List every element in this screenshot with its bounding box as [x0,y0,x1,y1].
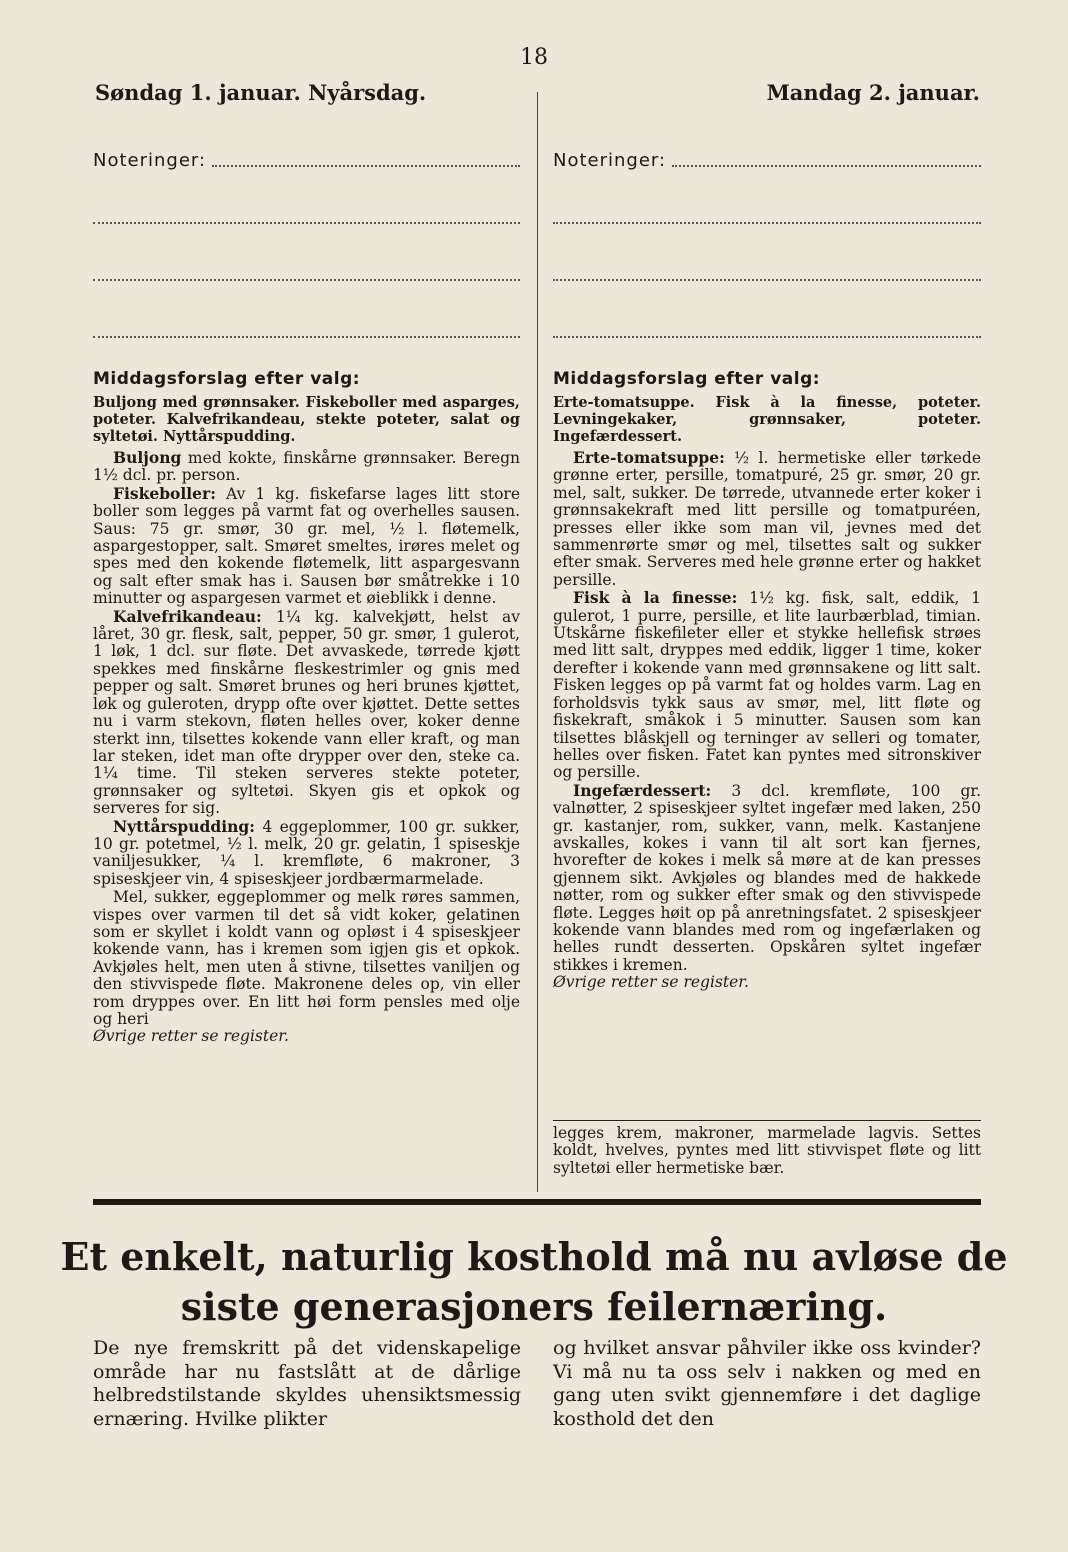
left-dinner-suggestions [93,369,520,1046]
continuation-text: legges krem, makroner, marmelade lagvis. Settes koldt, hvelves, pyntes med litt stivvispet fløte og litt syltetøi eller hermetiske bær. [553,1124,981,1177]
notes-line [93,335,520,338]
article-headline: Et enkelt, naturlig kosthold må nu avløse de siste generasjoners feilernæring. [60,1234,1008,1329]
suggestions-heading: Middagsforslag efter valg: [93,369,361,389]
suggestions-heading: Middagsforslag efter valg: [553,369,821,389]
notes-line [553,278,981,281]
right-dinner-suggestions [553,369,981,992]
notes-label: Noteringer: [553,150,667,171]
notes-line [93,221,520,224]
page-number: 18 [520,45,548,70]
left-notes [93,150,520,338]
register-note: Øvrige retter se register. [93,1027,289,1046]
notes-line [553,335,981,338]
menu-list: Erte-tomatsuppe. Fisk à la finesse, poteter. Levningekaker, grønnsaker, poteter. Ingefærdessert. [553,394,981,445]
menu-list: Buljong med grønnsaker. Fiskeboller med asparges, poteter. Kalvefrikandeau, stekte poteter, salat og syltetøi. Nyttårspudding. [93,394,520,445]
notes-label: Noteringer: [93,150,207,171]
recipe: Nyttårspudding: 4 eggeplommer, 100 gr. sukker, 10 gr. potetmel, ½ l. melk, 20 gr. gelatin, 1 spiseskje vaniljesukker, ¼ l. kremfløte, 6 makroner, 3 spiseskjeer vin, 4 spiseskjeer jordbærmarmelade. [93,816,520,888]
notes-line [212,164,520,167]
recipe: Kalvefrikandeau: 1¼ kg. kalvekjøtt, helst av låret, 30 gr. flesk, salt, pepper, 50 gr. smør, 1 gulerot, 1 løk, 1 dcl. sur fløte. Det avvaskede, tørrede kjøtt spekkes med finskårne fleskestrimler og gnis med pepper og salt. Smøret brunes og heri brunes kjøttet, løk og guleroten, drypp ofte over kjøttet. Dette settes nu i varm stekovn, fløten helles over, koker denne sterkt inn, tilsettes kokende vann eller kraft, og man lar steken, idet man ofte drypper over den, steke ca. 1¼ time. Til steken serveres stekte poteter, grønnsaker og syltetøi. Skyen gis et opkok og serveres for sig. [93,606,520,818]
right-day-heading: Mandag 2. januar. [766,80,980,105]
notes-line [553,221,981,224]
recipe: Fiskeboller: Av 1 kg. fiskefarse lages litt store boller som legges på varmt fat og overhelles sausen. Saus: 75 gr. smør, 30 gr. mel, ½ l. fløtemelk, aspargestopper, salt. Smøret smeltes, irøres melet og spes med den kokende fløtemelk, litt aspargesvann og salt efter smak has i. Sausen bør småtrekke i 10 minutter og aspargesen varmet et øieblikk i denne. [93,483,520,608]
register-note: Øvrige retter se register. [553,973,749,992]
notes-line [672,164,981,167]
recipe: Buljong med kokte, finskårne grønnsaker. Beregn 1½ dcl. pr. person. [93,448,520,485]
recipe: Fisk à la finesse: 1½ kg. fisk, salt, eddik, 1 gulerot, 1 purre, persille, et lite laurbærblad, timian. Utskårne fiskefileter eller et stykke hellefisk strøes med litt salt, dryppes med eddik, ligger 1 time, koker derefter i kokende vann med grønnsakene og litt salt. Fisken legges op på varmt fat og holdes varm. Lag en forholdsvis tykk saus av smør, mel, litt fløte og fiskekraft, småkok i 5 minutter. Sausen som kan tilsettes blåskjell og terninger av selleri og tomater, helles over fisken. Fatet kan pyntes med sitronskiver og persille. [553,588,981,782]
article-right-column [553,1337,981,1431]
column-divider [537,92,538,1192]
left-day-heading: Søndag 1. januar. Nyårsdag. [95,80,427,105]
recipe: Erte-tomatsuppe: ½ l. hermetiske eller tørkede grønne erter, persille, tomatpuré, 25 gr. smør, 20 gr. mel, salt, sukker. De tørrede, utvannede erter koker i grønnsakekraft med litt persille og tomatpuréen, presses eller ikke som man vil, jevnes med det sammenrørte smør og mel, tilsettes salt og sukker efter smak. Serveres med hele grønne erter og hakket persille. [553,448,981,589]
notes-line [93,278,520,281]
pudding-continuation [553,1120,981,1177]
recipe: Ingefærdessert: 3 dcl. kremfløte, 100 gr. valnøtter, 2 spiseskjeer syltet ingefær med laken, 250 gr. kastanjer, rom, sukker, vann, melk. Kastanjene avskalles, kokes i vann til alt sort kan fjernes, hvorefter de kokes i melk så møre at de kan presses gjennem sikt. Avkjøles og blandes med de hakkede nøtter, rom og sukker efter smak og den stivvispede fløte. Legges høit op på anretningsfatet. 2 spiseskjeer kokende vann blandes med rom og ingefærlaken og helles rundt desserten. Opskåren syltet ingefær stikkes i kremen. [553,780,981,974]
article-text: De nye fremskritt på det videnskapelige område har nu fastslått at de dårlige helbredstilstande skyldes uhensiktsmessig ernæring. Hvilke plikter [93,1337,521,1430]
recipe: Mel, sukker, eggeplommer og melk røres sammen, vispes over varmen til det så vidt koker, gelatinen som er skyllet i koldt vann og opløst i 4 spiseskjeer kokende vann, has i kremen som igjen gis et opkok. Avkjøles helt, men uten å stivne, tilsettes vaniljen og den stivvispede fløte. Makronene deles op, vin eller rom dryppes over. En litt høi form pensles med olje og heri [93,888,520,1028]
article-text: og hvilket ansvar påhviler ikke oss kvinder? Vi må nu ta oss selv i nakken og med en gang uten svikt gjennemføre i det daglige kosthold det den [553,1337,981,1430]
separator-bar [93,1199,981,1205]
article-left-column [93,1337,521,1431]
right-notes [553,150,981,338]
